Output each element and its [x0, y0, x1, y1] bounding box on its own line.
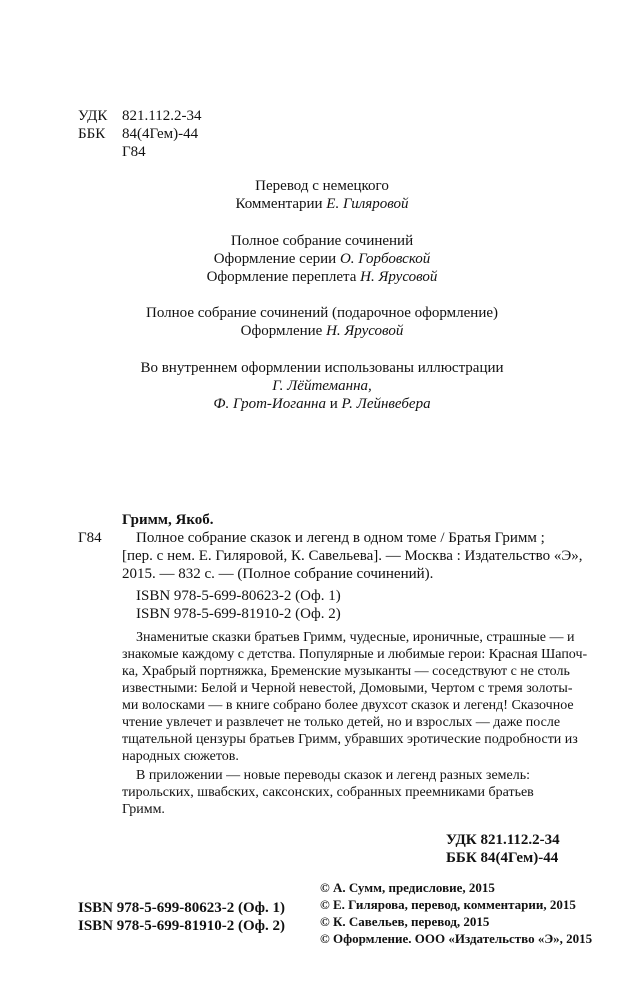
udk-label: УДК	[78, 108, 108, 124]
comments-line	[0, 196, 644, 213]
appendix-line: В приложении — новые переводы сказок и легенд разных земель:	[136, 768, 530, 783]
collected-works-line: Полное собрание сочинений	[230, 233, 414, 249]
author-mark: Г84	[122, 144, 146, 160]
appendix-line: Гримм.	[122, 802, 165, 817]
annotation-line: ка, Храбрый портняжка, Бременские музыканты — соседствуют с не столь	[122, 664, 570, 679]
series-design-name: О. Горбовской	[339, 251, 431, 267]
comments-name: Е. Гиляровой	[326, 196, 409, 212]
annotation-line: ми волосками — в книге собрано более двухсот сказок и легенд! Сказочное	[122, 698, 574, 713]
annotation-line: Знаменитые сказки братьев Гримм, чудесные, ироничные, страшные — и	[136, 630, 575, 645]
footer-isbn-2: ISBN 978-5-699-81910-2 (Оф. 2)	[78, 918, 286, 934]
bbk-value: 84(4Гем)-44	[122, 126, 199, 142]
illustrator-2: Ф. Грот-Иоганна	[213, 396, 326, 412]
series-design-line	[0, 251, 644, 268]
copyright-line: © А. Сумм, предисловие, 2015	[320, 880, 495, 895]
cover-design-label: Оформление переплета	[206, 269, 357, 285]
bbk-bold: ББК 84(4Гем)-44	[446, 850, 559, 866]
catalog-author: Гримм, Якоб.	[122, 512, 214, 528]
catalog-line-2: [пер. с нем. Е. Гиляровой, К. Савельева]. — Москва : Издательство «Э»,	[122, 548, 583, 564]
annotation-line: известными: Белой и Черной невестой, Домовыми, Чертом с тремя золоты-	[122, 681, 573, 696]
annotation-line: народных сюжетов.	[122, 749, 239, 764]
design-name: Н. Ярусовой	[326, 323, 404, 339]
copyright-line: © К. Савельев, перевод, 2015	[320, 914, 490, 929]
udk-value: 821.112.2-34	[122, 108, 202, 124]
bbk-label: ББК	[78, 126, 106, 142]
and-word: и	[329, 396, 338, 412]
gift-edition-line: Полное собрание сочинений (подарочное оформление)	[146, 305, 498, 321]
udk-bold: УДК 821.112.2-34	[446, 832, 560, 848]
cover-design-line	[0, 269, 644, 286]
annotation-line: знакомые каждому с детства. Популярные и любимые герои: Красная Шапоч-	[122, 647, 588, 662]
translation-line: Перевод с немецкого	[255, 178, 389, 194]
catalog-isbn-1: ISBN 978-5-699-80623-2 (Оф. 1)	[136, 588, 341, 604]
annotation-line: чтение увлечет и развлечет не только детей, но и взрослых — даже после	[122, 715, 561, 730]
footer-isbn-1: ISBN 978-5-699-80623-2 (Оф. 1)	[78, 900, 286, 916]
design-line	[0, 323, 644, 340]
catalog-mark: Г84	[78, 530, 102, 546]
catalog-line-3: 2015. — 832 с. — (Полное собрание сочинений).	[122, 566, 434, 582]
illustrators-line	[0, 396, 644, 413]
illustrator-3: Р. Лейнвебера	[341, 396, 431, 412]
illustrator-1: Г. Лёйтеманна,	[272, 378, 372, 394]
illustrations-line: Во внутреннем оформлении использованы иллюстрации	[140, 360, 504, 376]
catalog-line-1: Полное собрание сказок и легенд в одном томе / Братья Гримм ;	[136, 530, 545, 546]
annotation-line: тщательной цензуры братьев Гримм, убравших эротические подробности из	[122, 732, 578, 747]
cover-design-name: Н. Ярусовой	[360, 269, 438, 285]
comments-label: Комментарии	[235, 196, 323, 212]
series-design-label: Оформление серии	[213, 251, 337, 267]
copyright-line: © Оформление. ООО «Издательство «Э», 2015	[320, 931, 593, 946]
appendix-line: тирольских, швабских, саксонских, собранных преемниками братьев	[122, 785, 534, 800]
design-label: Оформление	[240, 323, 323, 339]
catalog-isbn-2: ISBN 978-5-699-81910-2 (Оф. 2)	[136, 606, 341, 622]
copyright-line: © Е. Гилярова, перевод, комментарии, 2015	[320, 897, 576, 912]
